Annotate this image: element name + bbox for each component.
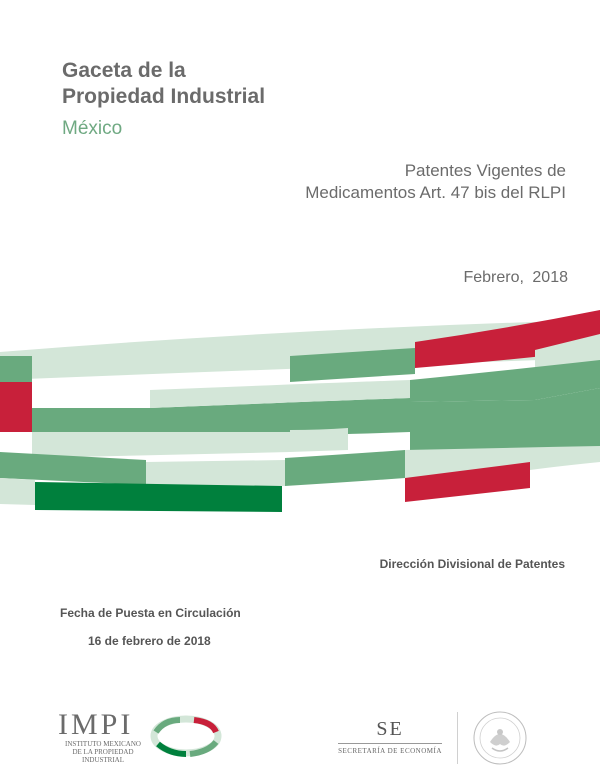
decorative-stripe-band: [0, 290, 600, 515]
subtitle-line-2: Medicamentos Art. 47 bis del RLPI: [305, 183, 566, 202]
stripe-light-bottom-left: [0, 478, 35, 505]
stripe-green-third-mid: [285, 450, 405, 486]
impi-sub-line-1: INSTITUTO MEXICANO: [65, 740, 141, 748]
release-date-label: Fecha de Puesta en Circulación: [60, 606, 241, 620]
release-date-value: 16 de febrero de 2018: [88, 634, 211, 648]
se-logo-wordmark: SE: [376, 718, 404, 740]
impi-sub-line-3: INDUSTRIAL: [82, 756, 124, 764]
title-line-2: Propiedad Industrial: [62, 85, 266, 108]
division-name: Dirección Divisional de Patentes: [379, 557, 565, 571]
issue-date: Febrero, 2018: [463, 269, 568, 286]
se-logo-subtitle: SECRETARÍA DE ECONOMÍA: [338, 747, 442, 755]
impi-ring-icon: [150, 712, 222, 762]
logo-divider: [457, 712, 458, 764]
impi-sub-line-2: DE LA PROPIEDAD: [72, 748, 134, 756]
stripe-green-left-top: [0, 356, 32, 382]
country-label: México: [62, 118, 123, 139]
impi-logo-wordmark: IMPI: [58, 708, 134, 741]
se-logo-rule: [338, 743, 442, 744]
stripe-light-third-right: [290, 428, 348, 452]
footer-logos: [0, 700, 600, 780]
subtitle-line-1: Patentes Vigentes de: [404, 161, 566, 180]
national-seal-text: [470, 708, 530, 768]
publication-subtitle: [305, 160, 566, 204]
gazette-title: [62, 58, 265, 110]
se-logo: [338, 718, 442, 755]
stripe-light-third-mid: [146, 460, 285, 486]
stripe-green-mid-left: [32, 408, 150, 432]
stripe-green-dark-bottom: [35, 482, 282, 512]
stripe-light-third: [32, 432, 290, 458]
stripe-red-left: [0, 382, 32, 432]
impi-logo-subtitle: [58, 740, 148, 764]
title-line-1: Gaceta de la: [62, 59, 186, 82]
